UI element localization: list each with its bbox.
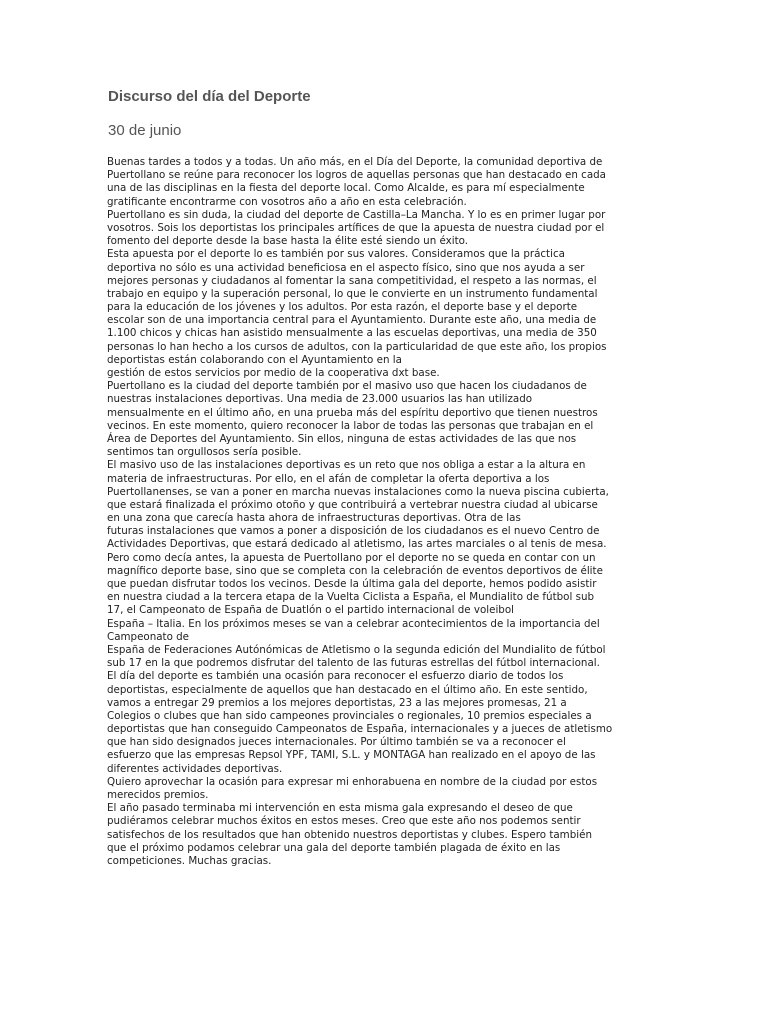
text-line: personas lo han hecho a los cursos de adultos, con la particularidad de que este año, los propios	[107, 340, 607, 353]
text-line: que puedan disfrutar todos los vecinos. Desde la última gala del deporte, hemos podido asistir	[107, 578, 597, 590]
text-line: deportistas que han conseguido Campeonatos de España, internacionales y a jueces de atletismo	[107, 723, 613, 736]
text-line: materia de infraestructuras. Por ello, en el afán de completar la oferta deportiva a los	[107, 472, 550, 485]
text-line: vecinos. En este momento, quiero reconocer la labor de todas las personas que trabajan en el	[107, 419, 594, 432]
text-line: deportistas están colaborando con el Ayuntamiento en la	[107, 353, 402, 366]
text-line: mejores personas y ciudadanos al fomentar la sana competitividad, el respeto a las normas, el	[107, 274, 597, 287]
text-line: gestión de estos servicios por medio de la cooperativa dxt base.	[107, 367, 440, 379]
text-line: Actividades Deportivas, que estará dedicado al atletismo, las artes marciales o al tenis de mesa.	[107, 538, 607, 551]
text-line: Puertollanenses, se van a poner en marcha nuevas instalaciones como la nueva piscina cubierta,	[107, 485, 609, 498]
document-title: Discurso del día del Deporte	[108, 88, 311, 105]
text-line: Campeonato de	[107, 630, 190, 643]
text-line: que el próximo podamos celebrar una gala del deporte también plagada de éxito en las	[107, 841, 561, 854]
text-line: España – Italia. En los próximos meses se van a celebrar acontecimientos de la importancia del	[107, 617, 600, 630]
text-line: Colegios o clubes que han sido campeones provinciales o regionales, 10 premios especiales a	[107, 709, 592, 722]
text-line: para la educación de los jóvenes y los adultos. Por esta razón, el deporte base y el deporte	[107, 301, 578, 314]
text-line: Área de Deportes del Ayuntamiento. Sin ellos, ninguna de estas actividades de las que nos	[107, 432, 577, 445]
text-line: El día del deporte es también una ocasión para reconocer el esfuerzo diario de todos los	[107, 670, 564, 683]
text-line: El año pasado terminaba mi intervención en esta misma gala expresando el deseo de que	[107, 802, 573, 815]
text-line: escolar son de una importancia central para el Ayuntamiento. Durante este año, una media de	[107, 314, 597, 327]
text-line: Pero como decía antes, la apuesta de Puertollano por el deporte no se queda en contar con un	[107, 551, 596, 564]
text-line: en una zona que carecía hasta ahora de infraestructuras deportivas. Otra de las	[107, 512, 521, 525]
text-line: Puertollano es la ciudad del deporte también por el masivo uso que hacen los ciudadanos de	[107, 380, 587, 393]
text-line: satisfechos de los resultados que han obtenido nuestros deportistas y clubes. Espero también	[107, 828, 592, 841]
text-line: fomento del deporte desde la base hasta la élite esté siendo un éxito.	[107, 235, 469, 248]
text-line: una de las disciplinas en la fiesta del deporte local. Como Alcalde, es para mí especialmente	[107, 182, 585, 195]
speech-body	[107, 156, 667, 868]
text-line: magnífico deporte base, sino que se completa con la celebración de eventos deportivos de élite	[107, 564, 603, 577]
text-line: vosotros. Sois los deportistas los principales artífices de que la apuesta de nuestra ciudad por el	[107, 221, 605, 234]
text-line: España de Federaciones Autónómicas de Atletismo o la segunda edición del Mundialito de fútbol	[107, 643, 606, 656]
text-line: diferentes actividades deportivas.	[107, 762, 283, 775]
text-line: Esta apuesta por el deporte lo es también por sus valores. Consideramos que la práctica	[107, 248, 565, 261]
text-line: merecidos premios.	[107, 789, 209, 801]
text-line: deportiva no sólo es una actividad beneficiosa en el aspecto físico, sino que nos ayuda a ser	[107, 261, 585, 274]
text-line: Puertollano se reúne para reconocer los logros de aquellas personas que han destacado en cada	[107, 169, 606, 182]
document-date: 30 de junio	[108, 122, 182, 139]
text-line: nuestras instalaciones deportivas. Una media de 23.000 usuarios las han utilizado	[107, 393, 533, 406]
text-line: vamos a entregar 29 premios a los mejores deportistas, 23 a las mejores promesas, 21 a	[107, 696, 567, 709]
text-line: gratificante encontrarme con vosotros año a año en esta celebración.	[107, 195, 467, 208]
text-line: esfuerzo que las empresas Repsol YPF, TAMI, S.L. y MONTAGA han realizado en el apoyo de las	[107, 749, 596, 762]
text-line: Quiero aprovechar la ocasión para expresar mi enhorabuena en nombre de la ciudad por estos	[107, 775, 598, 788]
text-line: trabajo en equipo y la superación personal, lo que le convierte en un instrumento fundamental	[107, 287, 598, 300]
text-line: sub 17 en la que podremos disfrutar del talento de las futuras estrellas del fútbol internacional.	[107, 657, 600, 670]
text-line: futuras instalaciones que vamos a poner a disposición de los ciudadanos es el nuevo Centro de	[107, 525, 600, 538]
text-line: en nuestra ciudad a la tercera etapa de la Vuelta Ciclista a España, el Mundialito de fútbol sub	[107, 591, 595, 604]
text-line: Buenas tardes a todos y a todas. Un año más, en el Día del Deporte, la comunidad deportiva de	[107, 156, 603, 168]
text-line: que estará finalizada el próximo otoño y que contribuirá a vertebrar nuestra ciudad al ubicarse	[107, 498, 598, 511]
text-line: deportistas, especialmente de aquellos que han destacado en el último año. En este sentido,	[107, 683, 588, 696]
text-line: competiciones. Muchas gracias.	[107, 854, 272, 867]
text-line: que han sido designados jueces internacionales. Por último también se va a reconocer el	[107, 736, 566, 749]
text-line: sentimos tan orgullosos sería posible.	[107, 446, 302, 459]
text-line: El masivo uso de las instalaciones deportivas es un reto que nos obliga a estar a la altura en	[107, 459, 586, 472]
text-line: mensualmente en el último año, en una prueba más del espíritu deportivo que tienen nuestros	[107, 406, 598, 419]
text-line: Puertollano es sin duda, la ciudad del deporte de Castilla–La Mancha. Y lo es en primer lugar por	[107, 208, 606, 221]
text-line: 1.100 chicos y chicas han asistido mensualmente a las escuelas deportivas, una media de 350	[107, 327, 597, 340]
text-line: 17, el Campeonato de España de Duatlón o el partido internacional de voleibol	[107, 604, 514, 617]
text-line: pudiéramos celebrar muchos éxitos en estos meses. Creo que este año nos podemos sentir	[107, 815, 581, 828]
